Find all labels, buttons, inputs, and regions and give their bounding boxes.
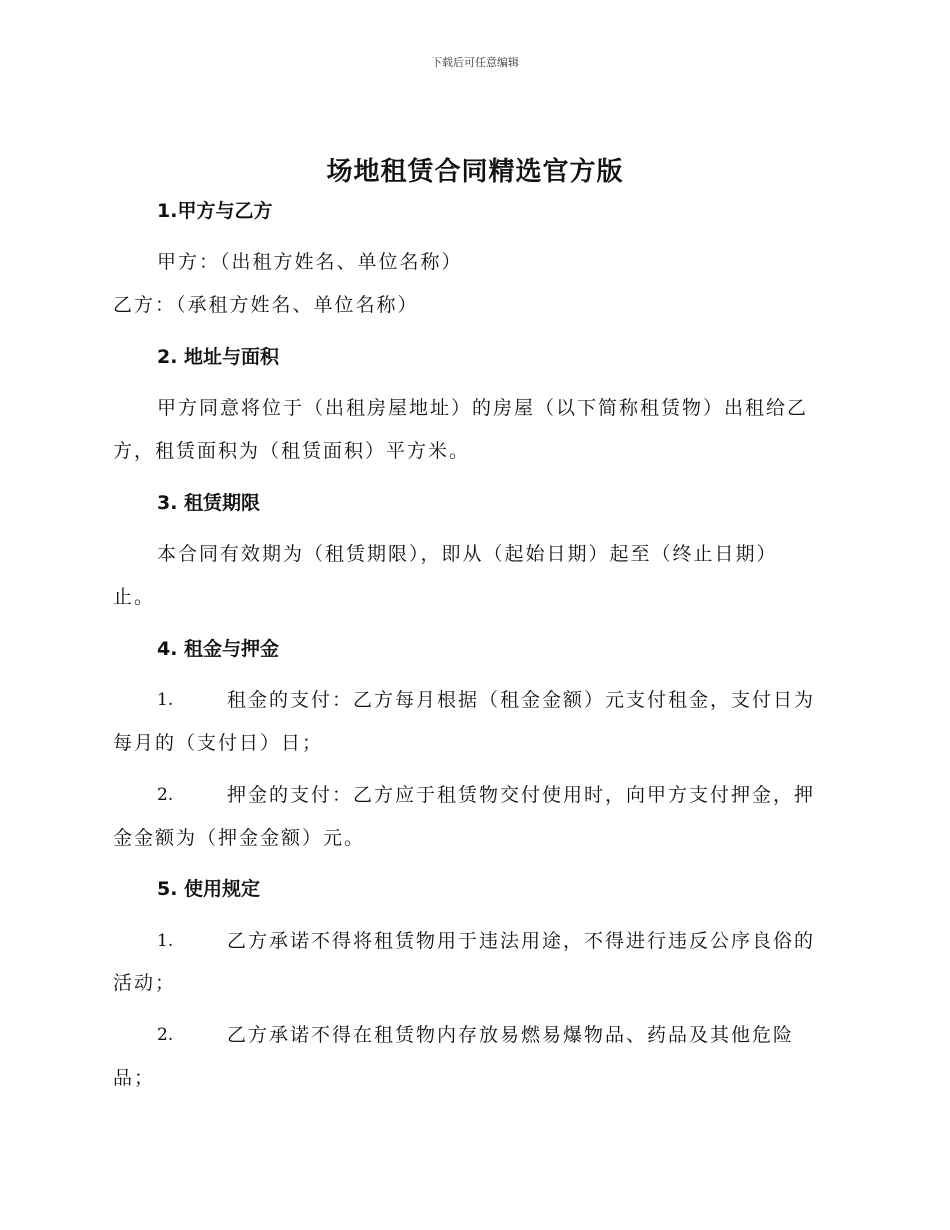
section-1-line-2: 乙方：（承租方姓名、单位名称）: [113, 294, 419, 316]
section-3-heading: 3. 租赁期限: [157, 492, 261, 514]
section-2-heading: 2. 地址与面积: [157, 346, 280, 368]
section-5-item-2-number: 2.: [157, 1025, 174, 1045]
section-2-line-2: 方，租赁面积为（租赁面积）平方米。: [113, 440, 471, 462]
section-4-item-2-line-1: 押金的支付：乙方应于租赁物交付使用时，向甲方支付押金，押: [227, 784, 816, 806]
section-1-heading: 1.甲方与乙方: [157, 200, 273, 222]
section-5-item-1-number: 1.: [157, 931, 174, 951]
section-3-line-1: 本合同有效期为（租赁期限），即从（起始日期）起至（终止日期）: [157, 543, 778, 565]
section-4-item-1-line-1: 租金的支付：乙方每月根据（租金金额）元支付租金，支付日为: [227, 689, 816, 711]
section-4-item-2-line-2: 金金额为（押金金额）元。: [113, 827, 366, 849]
section-2-line-1: 甲方同意将位于（出租房屋地址）的房屋（以下简称租赁物）出租给乙: [157, 397, 809, 419]
section-4-heading: 4. 租金与押金: [157, 638, 280, 660]
header-note: 下载后可任意编辑: [431, 56, 519, 69]
section-5-item-1-line-2: 活动；: [113, 972, 177, 994]
page-title: 场地租赁合同精选官方版: [326, 157, 624, 187]
section-5-item-1-line-1: 乙方承诺不得将租赁物用于违法用途，不得进行违反公序良俗的: [227, 930, 816, 952]
section-5-item-2-line-2: 品；: [113, 1067, 156, 1089]
section-3-line-2: 止。: [113, 586, 156, 608]
section-4-item-1-line-2: 每月的（支付日）日；: [113, 732, 324, 754]
section-4-item-2-number: 2.: [157, 785, 174, 805]
section-4-item-1-number: 1.: [157, 690, 174, 710]
section-5-heading: 5. 使用规定: [157, 878, 261, 900]
section-1-line-1: 甲方：（出租方姓名、单位名称）: [157, 251, 463, 273]
section-5-item-2-line-1: 乙方承诺不得在租赁物内存放易燃易爆物品、药品及其他危险: [227, 1024, 795, 1046]
